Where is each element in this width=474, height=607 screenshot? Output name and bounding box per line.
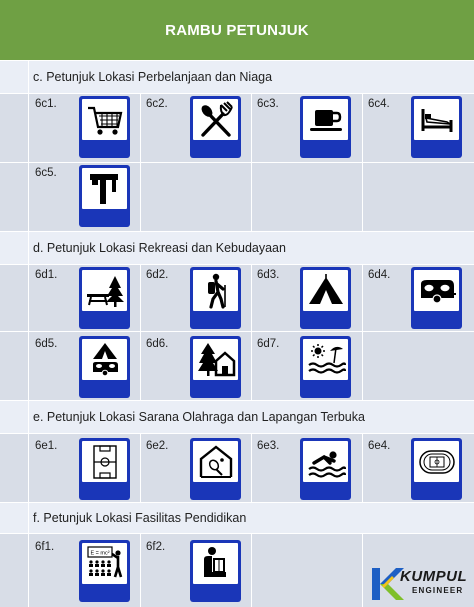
sign-sports-hall <box>190 438 241 500</box>
sign-code: 6d4. <box>368 269 391 281</box>
sign-code: 6d1. <box>35 269 58 281</box>
library-icon <box>196 545 236 583</box>
sign-code: 6d2. <box>146 269 169 281</box>
grid-line <box>362 534 363 607</box>
grid-line <box>251 534 252 607</box>
section-header-sports <box>0 401 474 433</box>
swimming-icon <box>306 443 346 481</box>
sports-hall-icon <box>196 443 236 481</box>
sign-hiking <box>190 267 241 329</box>
sign-code: 6e3. <box>257 440 280 452</box>
grid-line <box>362 265 363 401</box>
sign-stadium <box>411 438 462 500</box>
sign-code: 6c1. <box>35 98 57 110</box>
school-classroom-icon <box>85 545 125 583</box>
caravan-icon <box>417 272 457 310</box>
football-field-icon <box>85 443 125 481</box>
section-label: d. Petunjuk Lokasi Rekreasi dan Kebudayaan <box>33 241 286 255</box>
sign-picnic <box>79 267 130 329</box>
camping-tent-icon <box>306 272 346 310</box>
sign-code: 6e4. <box>368 440 391 452</box>
grid-line <box>362 434 363 503</box>
grid-line <box>28 61 29 607</box>
section-header-education <box>0 503 474 533</box>
lodging-bed-icon <box>417 101 457 139</box>
section-label: e. Petunjuk Lokasi Sarana Olahraga dan Lapangan Terbuka <box>33 410 365 424</box>
sign-camping <box>300 267 351 329</box>
sign-code: 6f2. <box>146 541 166 553</box>
sign-cafe <box>300 96 351 158</box>
sign-shopping <box>79 96 130 158</box>
sign-code: 6c2. <box>146 98 168 110</box>
kumpul-engineer-logo <box>370 566 470 602</box>
logo-subtitle: ENGINEER <box>412 586 464 595</box>
sign-row <box>0 163 474 231</box>
sign-code: 6e2. <box>146 440 169 452</box>
grid-line <box>140 534 141 607</box>
sign-swimming <box>300 438 351 500</box>
sign-football-field <box>79 438 130 500</box>
grid-line <box>251 434 252 503</box>
sign-school <box>79 540 130 602</box>
sign-cabin <box>190 336 241 398</box>
sign-code: 6c3. <box>257 98 279 110</box>
hiking-icon <box>196 272 236 310</box>
board-text: E = mc² <box>89 550 110 556</box>
cafe-icon <box>306 101 346 139</box>
sign-code: 6d3. <box>257 269 280 281</box>
section-header-shopping <box>0 61 474 93</box>
shopping-cart-icon <box>85 101 125 139</box>
page-title: RAMBU PETUNJUK <box>0 0 474 61</box>
sign-code: 6d6. <box>146 338 169 350</box>
section-label: f. Petunjuk Lokasi Fasilitas Pendidikan <box>33 511 247 525</box>
sign-code: 6d7. <box>257 338 280 350</box>
stadium-icon <box>417 443 457 481</box>
grid-line <box>251 94 252 232</box>
grid-line <box>140 265 141 401</box>
grid-line <box>362 94 363 232</box>
workshop-tools-icon <box>85 170 125 208</box>
sign-lodging <box>411 96 462 158</box>
sign-code: 6c5. <box>35 167 57 179</box>
sign-library <box>190 540 241 602</box>
sign-code: 6d5. <box>35 338 58 350</box>
logo-name: KUMPUL <box>400 568 468 585</box>
grid-line <box>140 434 141 503</box>
sign-workshop <box>79 165 130 227</box>
beach-resort-icon <box>306 341 346 379</box>
restaurant-icon <box>196 101 236 139</box>
sign-code: 6e1. <box>35 440 58 452</box>
section-header-recreation <box>0 232 474 264</box>
sign-code: 6f1. <box>35 541 55 553</box>
sign-tent-caravan <box>79 336 130 398</box>
sign-code: 6c4. <box>368 98 390 110</box>
cabin-icon <box>196 341 236 379</box>
section-label: c. Petunjuk Lokasi Perbelanjaan dan Niaga <box>33 70 273 84</box>
picnic-area-icon <box>85 272 125 310</box>
sign-caravan <box>411 267 462 329</box>
grid-line <box>140 94 141 232</box>
grid-line <box>251 265 252 401</box>
tent-caravan-icon <box>85 341 125 379</box>
sign-beach <box>300 336 351 398</box>
sign-restaurant <box>190 96 241 158</box>
